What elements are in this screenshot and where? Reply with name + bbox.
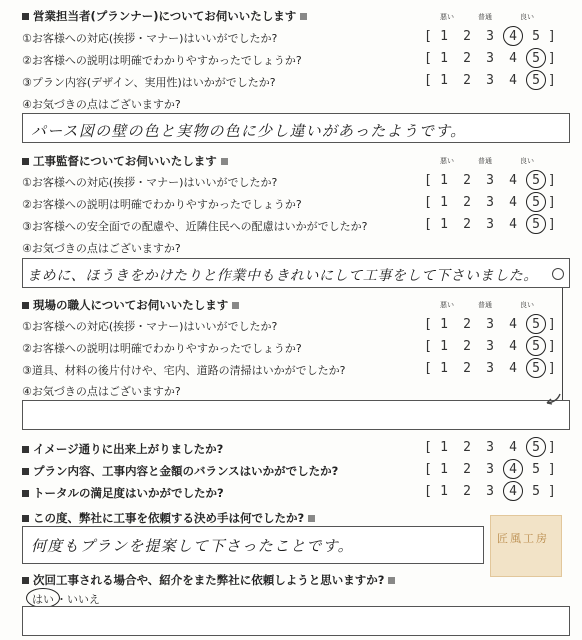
rating-option-1[interactable]: 1 [440, 173, 448, 188]
referral-choice [30, 591, 100, 607]
referral-question-text: 次回工事される場合や、紹介をまた弊社に依頼しようと思いますか? [33, 573, 385, 587]
rating-scale[interactable] [424, 195, 554, 211]
rating-option-2[interactable]: 2 [463, 484, 471, 499]
rating-option-2[interactable]: 2 [463, 361, 471, 376]
scale-bracket-left: [ [424, 484, 432, 499]
rating-option-5[interactable]: 5 [530, 361, 542, 376]
question-s2-q1: ①お客様への対応(挨拶・マナー)はいいがでしたか? [22, 176, 278, 189]
scale-bracket-left: [ [424, 195, 432, 210]
scale-label-good: 良い [520, 301, 534, 309]
rating-option-1[interactable]: 1 [440, 217, 448, 232]
rating-option-5[interactable]: 5 [530, 317, 542, 332]
rating-option-2[interactable]: 2 [463, 51, 471, 66]
rating-option-2[interactable]: 2 [463, 73, 471, 88]
rating-option-2[interactable]: 2 [463, 217, 471, 232]
section-1-title [22, 8, 307, 24]
scale-label-bad: 悪い [440, 13, 454, 21]
rating-option-5[interactable]: 5 [532, 29, 540, 44]
scale-bracket-right: ] [548, 361, 556, 376]
scale-bracket-right: ] [548, 217, 556, 232]
rating-option-3[interactable]: 3 [486, 173, 494, 188]
rating-option-1[interactable]: 1 [440, 484, 448, 499]
rating-scale[interactable] [424, 484, 554, 500]
scale-bracket-right: ] [548, 29, 556, 44]
question-s1-q2: ②お客様への説明は明確でわかりやすかったでしょうか? [22, 54, 302, 67]
section-bullet-icon [22, 468, 29, 475]
rating-option-5[interactable]: 5 [530, 339, 542, 354]
scale-label-normal: 普通 [478, 13, 492, 21]
rating-option-4[interactable]: 4 [509, 173, 517, 188]
decision-answer-box[interactable] [22, 526, 484, 564]
rating-option-2[interactable]: 2 [463, 339, 471, 354]
section-bullet-icon [22, 302, 29, 309]
rating-scale[interactable] [424, 361, 554, 377]
scale-bracket-left: [ [424, 29, 432, 44]
section-2-title-text: 工事監督についてお伺いいたします [33, 154, 217, 168]
rating-option-4[interactable]: 4 [509, 51, 517, 66]
scale-label-good: 良い [520, 13, 534, 21]
rating-option-4[interactable]: 4 [509, 317, 517, 332]
decision-answer-text: 何度もプランを提案して下さったことです。 [31, 537, 354, 555]
comment-box-s3[interactable] [22, 400, 570, 430]
rating-option-3[interactable]: 3 [486, 29, 494, 44]
rating-scale[interactable] [424, 217, 554, 233]
scale-label-normal: 普通 [478, 157, 492, 165]
rating-option-4[interactable]: 4 [509, 217, 517, 232]
rating-scale[interactable] [424, 339, 554, 355]
scale-bracket-left: [ [424, 51, 432, 66]
comment-label-s1: ④お気づきの点はございますか? [22, 98, 181, 111]
scale-bracket-right: ] [548, 73, 556, 88]
overall-q2-text: プラン内容、工事内容と金額のバランスはいかがでしたか? [33, 464, 339, 478]
overall-q1-text: イメージ通りに出来上がりましたか? [33, 442, 224, 456]
referral-question [22, 572, 395, 588]
rating-option-5[interactable]: 5 [532, 462, 540, 477]
question-s1-q1: ①お客様への対応(挨拶・マナー)はいいがでしたか? [22, 32, 278, 45]
comment-s2-text: まめに、ほうきをかけたりと作業中もきれいにして工事をして下さいました。 [27, 268, 538, 284]
scale-label-good: 良い [520, 157, 534, 165]
overall-q1 [22, 441, 223, 457]
rating-option-3[interactable]: 3 [486, 195, 494, 210]
rating-option-1[interactable]: 1 [440, 29, 448, 44]
rating-scale[interactable] [424, 462, 554, 478]
rating-option-3[interactable]: 3 [486, 51, 494, 66]
section-bullet-icon [22, 515, 29, 522]
scale-bracket-left: [ [424, 73, 432, 88]
scale-bracket-right: ] [548, 484, 556, 499]
section-3-title [22, 297, 239, 313]
rating-option-5[interactable]: 5 [530, 217, 542, 232]
rating-option-4[interactable]: 4 [509, 195, 517, 210]
rating-option-1[interactable]: 1 [440, 361, 448, 376]
rating-scale[interactable] [424, 440, 554, 456]
rating-option-3[interactable]: 3 [486, 73, 494, 88]
section-2-title [22, 153, 228, 169]
rating-scale[interactable] [424, 173, 554, 189]
referral-answer-box[interactable] [22, 606, 570, 636]
rating-option-1[interactable]: 1 [440, 339, 448, 354]
rating-option-1[interactable]: 1 [440, 440, 448, 455]
annotation-arrow-icon [545, 393, 561, 405]
section-end-icon [232, 302, 239, 309]
scale-bracket-left: [ [424, 173, 432, 188]
comment-box-s2[interactable] [22, 258, 570, 288]
rating-scale[interactable] [424, 51, 554, 67]
question-s3-q2: ②お客様への説明は明確でわかりやすかったでしょうか? [22, 342, 302, 355]
rating-option-2[interactable]: 2 [463, 173, 471, 188]
section-bullet-icon [22, 577, 29, 584]
overall-q2 [22, 463, 338, 479]
comment-label-s2: ④お気づきの点はございますか? [22, 242, 181, 255]
scale-bracket-right: ] [548, 462, 556, 477]
question-s3-q3: ③道具、材料の後片付けや、宅内、道路の清掃はいかがでしたか? [22, 364, 346, 377]
section-3-title-text: 現場の職人についてお伺いいたします [33, 298, 229, 312]
rating-option-3[interactable]: 3 [486, 217, 494, 232]
rating-scale[interactable] [424, 73, 554, 89]
section-bullet-icon [22, 13, 29, 20]
section-end-icon [221, 158, 228, 165]
scale-bracket-right: ] [548, 195, 556, 210]
decision-question [22, 510, 315, 526]
rating-option-2[interactable]: 2 [463, 440, 471, 455]
rating-scale[interactable] [424, 317, 554, 333]
scale-bracket-left: [ [424, 440, 432, 455]
company-seal [490, 515, 562, 577]
rating-option-5[interactable]: 5 [530, 173, 542, 188]
rating-option-1[interactable]: 1 [440, 195, 448, 210]
scale-bracket-right: ] [548, 51, 556, 66]
question-s2-q2: ②お客様への説明は明確でわかりやすかったでしょうか? [22, 198, 302, 211]
rating-option-2[interactable]: 2 [463, 317, 471, 332]
rating-option-1[interactable]: 1 [440, 317, 448, 332]
scale-bracket-left: [ [424, 361, 432, 376]
scale-bracket-left: [ [424, 339, 432, 354]
comment-s1-text: パース図の壁の色と実物の色に少し違いがあったようです。 [31, 122, 467, 140]
scale-label-bad: 悪い [440, 301, 454, 309]
section-end-icon [300, 13, 307, 20]
rating-option-2[interactable]: 2 [463, 195, 471, 210]
rating-option-1[interactable]: 1 [440, 462, 448, 477]
rating-option-4[interactable]: 4 [507, 462, 519, 477]
section-end-icon [388, 577, 395, 584]
rating-option-4[interactable]: 4 [509, 339, 517, 354]
rating-option-5[interactable]: 5 [530, 440, 542, 455]
rating-option-3[interactable]: 3 [486, 484, 494, 499]
overall-q3-text: トータルの満足度はいかがでしたか? [33, 486, 224, 500]
rating-option-5[interactable]: 5 [530, 51, 542, 66]
section-1-title-text: 営業担当者(プランナー)についてお伺いいたします [33, 9, 297, 23]
rating-option-3[interactable]: 3 [486, 317, 494, 332]
rating-option-4[interactable]: 4 [509, 361, 517, 376]
rating-option-5[interactable]: 5 [532, 484, 540, 499]
annotation-line [562, 288, 563, 400]
section-bullet-icon [22, 446, 29, 453]
referral-no-option[interactable]: いいえ [67, 593, 100, 606]
rating-option-4[interactable]: 4 [507, 484, 519, 499]
rating-option-3[interactable]: 3 [486, 440, 494, 455]
scale-bracket-right: ] [548, 317, 556, 332]
annotation-ring-icon [552, 268, 564, 280]
decision-question-text: この度、弊社に工事を依頼する決め手は何でしたか? [33, 511, 305, 525]
rating-option-2[interactable]: 2 [463, 462, 471, 477]
comment-label-s3: ④お気づきの点はございますか? [22, 385, 181, 398]
question-s3-q1: ①お客様への対応(挨拶・マナー)はいいがでしたか? [22, 320, 278, 333]
question-s2-q3: ③お客様への安全面での配慮や、近隣住民への配慮はいかがでしたか? [22, 220, 368, 233]
referral-separator: ・ [56, 593, 67, 606]
scale-bracket-right: ] [548, 339, 556, 354]
rating-option-5[interactable]: 5 [530, 195, 542, 210]
rating-option-3[interactable]: 3 [486, 361, 494, 376]
rating-option-4[interactable]: 4 [507, 29, 519, 44]
scale-bracket-left: [ [424, 217, 432, 232]
rating-option-1[interactable]: 1 [440, 51, 448, 66]
overall-q3 [22, 485, 224, 501]
rating-option-5[interactable]: 5 [530, 73, 542, 88]
referral-yes-option[interactable]: はい [32, 593, 54, 606]
rating-option-3[interactable]: 3 [486, 339, 494, 354]
comment-box-s1[interactable] [22, 113, 570, 143]
rating-option-3[interactable]: 3 [486, 462, 494, 477]
scale-label-bad: 悪い [440, 157, 454, 165]
section-bullet-icon [22, 158, 29, 165]
scale-bracket-left: [ [424, 317, 432, 332]
rating-option-1[interactable]: 1 [440, 73, 448, 88]
rating-option-2[interactable]: 2 [463, 29, 471, 44]
scale-bracket-left: [ [424, 462, 432, 477]
scale-bracket-right: ] [548, 440, 556, 455]
scale-label-normal: 普通 [478, 301, 492, 309]
section-bullet-icon [22, 490, 29, 497]
section-end-icon [308, 515, 315, 522]
rating-option-4[interactable]: 4 [509, 440, 517, 455]
seal-text: 匠風工房 [497, 532, 549, 545]
rating-scale[interactable] [424, 29, 554, 45]
question-s1-q3: ③プラン内容(デザイン、実用性)はいかがでしたか? [22, 76, 276, 89]
rating-option-4[interactable]: 4 [509, 73, 517, 88]
scale-bracket-right: ] [548, 173, 556, 188]
